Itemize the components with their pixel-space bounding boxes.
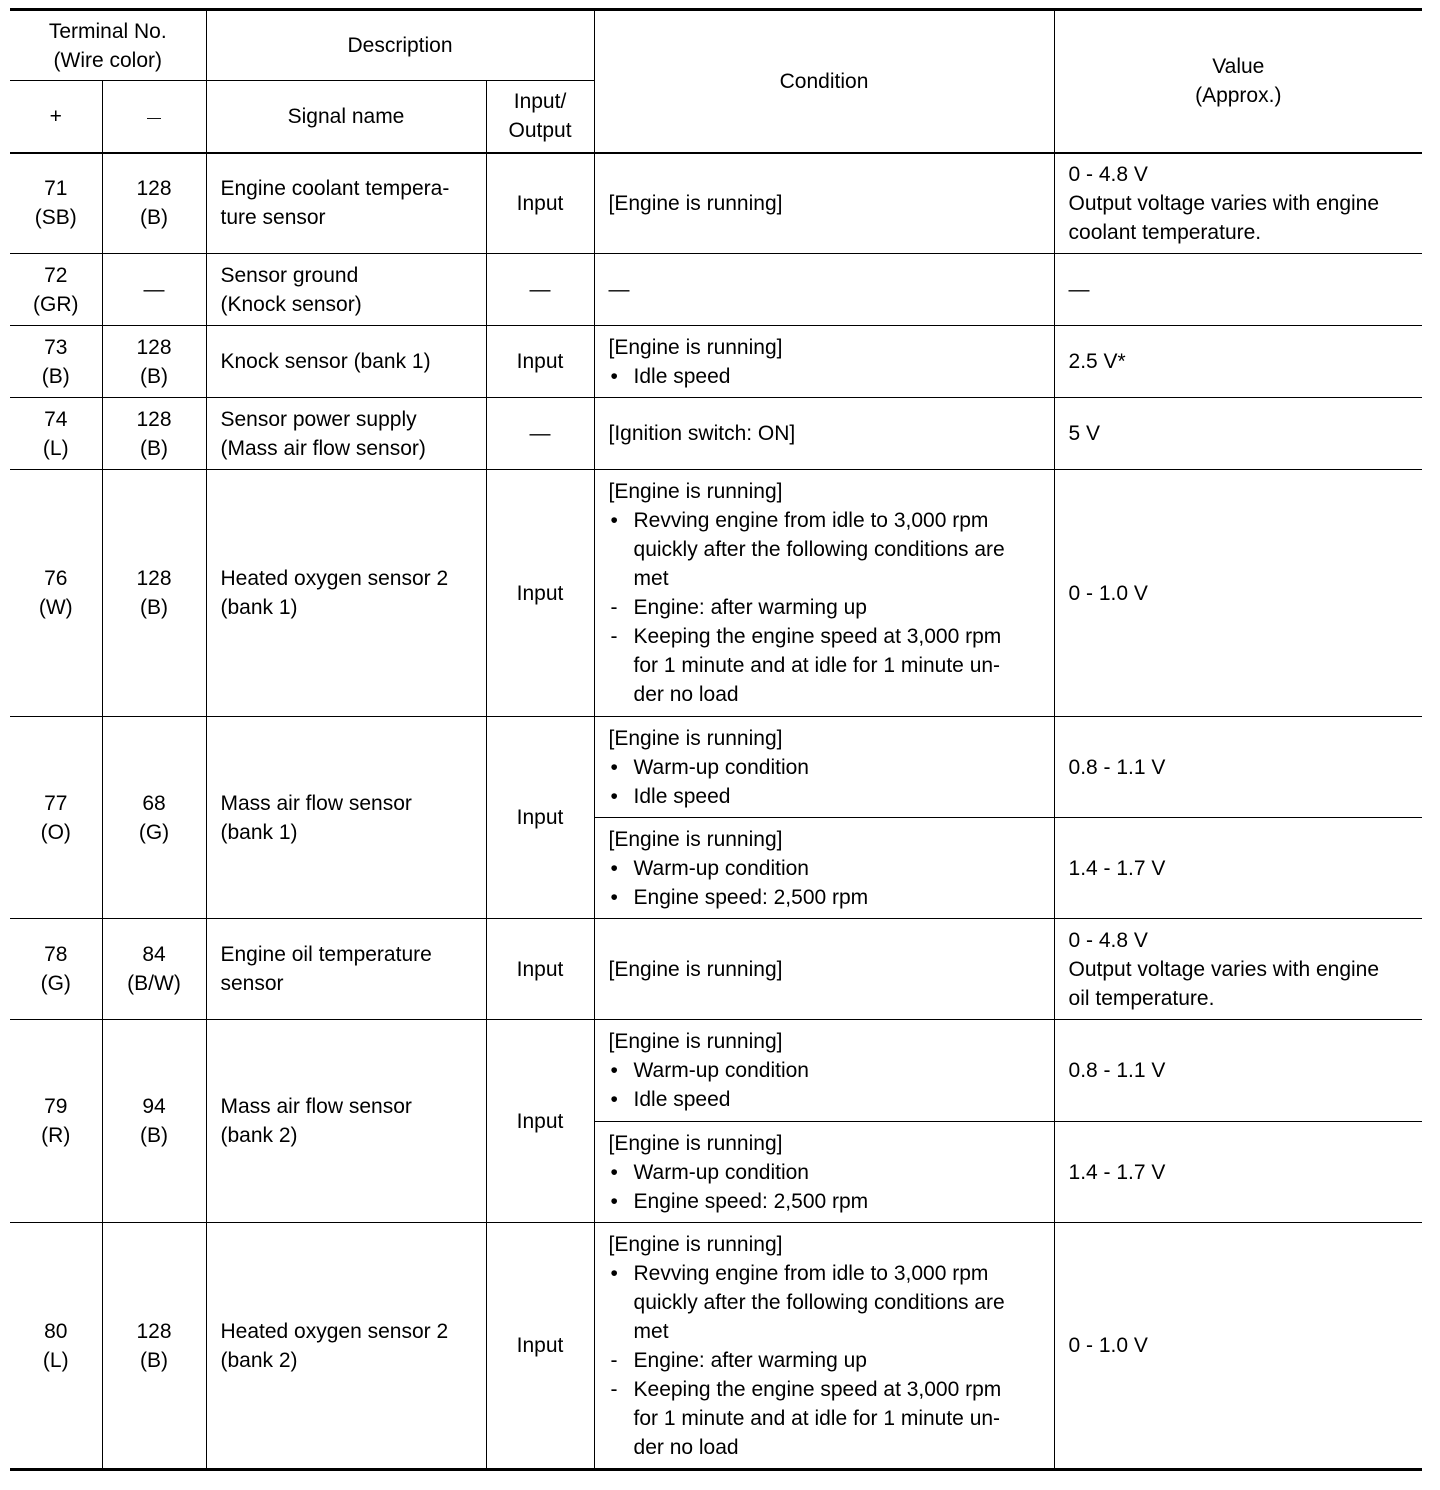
value: 0.8 - 1.1 V bbox=[1054, 1020, 1422, 1122]
condition: [Engine is running] bbox=[594, 153, 1054, 254]
value: 0 - 4.8 V Output voltage varies with engine oil temperature. bbox=[1054, 919, 1422, 1020]
table-row bbox=[10, 153, 1422, 254]
condition: [Engine is running] • Idle speed bbox=[594, 326, 1054, 398]
plus-terminal: 80 (L) bbox=[10, 1223, 102, 1470]
plus-terminal: 72 (GR) bbox=[10, 254, 102, 326]
table-row bbox=[10, 717, 1422, 818]
signal-name: Knock sensor (bank 1) bbox=[206, 326, 486, 398]
value: 1.4 - 1.7 V bbox=[1054, 818, 1422, 919]
condition: [Engine is running] • Warm-up condition • Engine speed: 2,500 rpm bbox=[594, 818, 1054, 919]
value: 2.5 V* bbox=[1054, 326, 1422, 398]
io-type: Input bbox=[486, 326, 594, 398]
plus-terminal: 79 (R) bbox=[10, 1020, 102, 1223]
plus-terminal: 76 (W) bbox=[10, 470, 102, 717]
io-type: — bbox=[486, 254, 594, 326]
signal-name: Sensor power supply (Mass air flow sensor) bbox=[206, 398, 486, 470]
io-type: Input bbox=[486, 717, 594, 919]
plus-terminal: 78 (G) bbox=[10, 919, 102, 1020]
minus-terminal: — bbox=[102, 254, 206, 326]
minus-terminal: 94 (B) bbox=[102, 1020, 206, 1223]
bullet-icon: • bbox=[610, 885, 618, 909]
table-row bbox=[10, 398, 1422, 470]
plus-terminal: 73 (B) bbox=[10, 326, 102, 398]
io-type: Input bbox=[486, 1223, 594, 1470]
value: 5 V bbox=[1054, 398, 1422, 470]
bullet-icon: • bbox=[610, 1189, 618, 1213]
bullet-icon: • bbox=[610, 1160, 618, 1184]
bullet-icon: • bbox=[610, 1261, 618, 1285]
minus-terminal: 128 (B) bbox=[102, 1223, 206, 1470]
value: 0.8 - 1.1 V bbox=[1054, 717, 1422, 818]
header-plus: + bbox=[10, 81, 102, 153]
plus-terminal: 71 (SB) bbox=[10, 153, 102, 254]
table-row bbox=[10, 1223, 1422, 1470]
io-type: Input bbox=[486, 470, 594, 717]
plus-terminal: 77 (O) bbox=[10, 717, 102, 919]
terminal-spec-table bbox=[10, 8, 1422, 1471]
dash-icon: - bbox=[610, 1348, 618, 1372]
io-type: Input bbox=[486, 919, 594, 1020]
table-row bbox=[10, 254, 1422, 326]
table-row bbox=[10, 1020, 1422, 1122]
value: — bbox=[1054, 254, 1422, 326]
minus-terminal: 128 (B) bbox=[102, 326, 206, 398]
bullet-icon: • bbox=[610, 509, 618, 532]
condition: [Engine is running] • Revving engine from idle to 3,000 rpm quickly after the following conditions are met - Engine: after warming up - Keeping the engine speed at 3,000 rpm for 1 minute and at idle for 1 minute un- der no load bbox=[594, 1223, 1054, 1470]
condition: — bbox=[594, 254, 1054, 326]
table-row bbox=[10, 919, 1422, 1020]
minus-terminal: 128 (B) bbox=[102, 470, 206, 717]
condition: [Engine is running] bbox=[594, 919, 1054, 1020]
value: 0 - 1.0 V bbox=[1054, 470, 1422, 717]
value: 0 - 1.0 V bbox=[1054, 1223, 1422, 1470]
bullet-icon: • bbox=[610, 364, 618, 388]
plus-terminal: 74 (L) bbox=[10, 398, 102, 470]
condition: [Engine is running] • Warm-up condition • Idle speed bbox=[594, 1020, 1054, 1122]
io-type: Input bbox=[486, 1020, 594, 1223]
signal-name: Heated oxygen sensor 2 (bank 1) bbox=[206, 470, 486, 717]
signal-name: Engine oil temperature sensor bbox=[206, 919, 486, 1020]
signal-name: Engine coolant tempera- ture sensor bbox=[206, 153, 486, 254]
condition: [Engine is running] • Warm-up condition • Engine speed: 2,500 rpm bbox=[594, 1122, 1054, 1223]
condition: [Engine is running] • Revving engine from idle to 3,000 rpm quickly after the following conditions are met - Engine: after warming up - Keeping the engine speed at 3,000 rpm for 1 minute and at idle for 1 minute un- der no load bbox=[594, 470, 1054, 717]
header-signal-name: Signal name bbox=[206, 81, 486, 153]
dash-icon: - bbox=[610, 1377, 618, 1401]
minus-terminal: 128 (B) bbox=[102, 153, 206, 254]
signal-name: Heated oxygen sensor 2 (bank 2) bbox=[206, 1223, 486, 1470]
header-terminal: Terminal No. (Wire color) bbox=[10, 10, 206, 81]
value: 1.4 - 1.7 V bbox=[1054, 1122, 1422, 1223]
minus-terminal: 68 (G) bbox=[102, 717, 206, 919]
minus-terminal: 84 (B/W) bbox=[102, 919, 206, 1020]
condition: [Ignition switch: ON] bbox=[594, 398, 1054, 470]
bullet-icon: • bbox=[610, 755, 618, 779]
header-value: Value (Approx.) bbox=[1054, 10, 1422, 153]
condition: [Engine is running] • Warm-up condition • Idle speed bbox=[594, 717, 1054, 818]
bullet-icon: • bbox=[610, 856, 618, 880]
table-row bbox=[10, 470, 1422, 717]
dash-icon: - bbox=[610, 596, 618, 619]
signal-name: Mass air flow sensor (bank 1) bbox=[206, 717, 486, 919]
header-io: Input/ Output bbox=[486, 81, 594, 153]
dash-icon: - bbox=[610, 625, 618, 648]
header-description: Description bbox=[206, 10, 594, 81]
value: 0 - 4.8 V Output voltage varies with engine coolant temperature. bbox=[1054, 153, 1422, 254]
io-type: — bbox=[486, 398, 594, 470]
bullet-icon: • bbox=[610, 1088, 618, 1111]
bullet-icon: • bbox=[610, 1059, 618, 1082]
bullet-icon: • bbox=[610, 784, 618, 808]
header-minus: — bbox=[102, 81, 206, 153]
minus-terminal: 128 (B) bbox=[102, 398, 206, 470]
signal-name: Mass air flow sensor (bank 2) bbox=[206, 1020, 486, 1223]
table-row bbox=[10, 326, 1422, 398]
signal-name: Sensor ground (Knock sensor) bbox=[206, 254, 486, 326]
io-type: Input bbox=[486, 153, 594, 254]
header-condition: Condition bbox=[594, 10, 1054, 153]
